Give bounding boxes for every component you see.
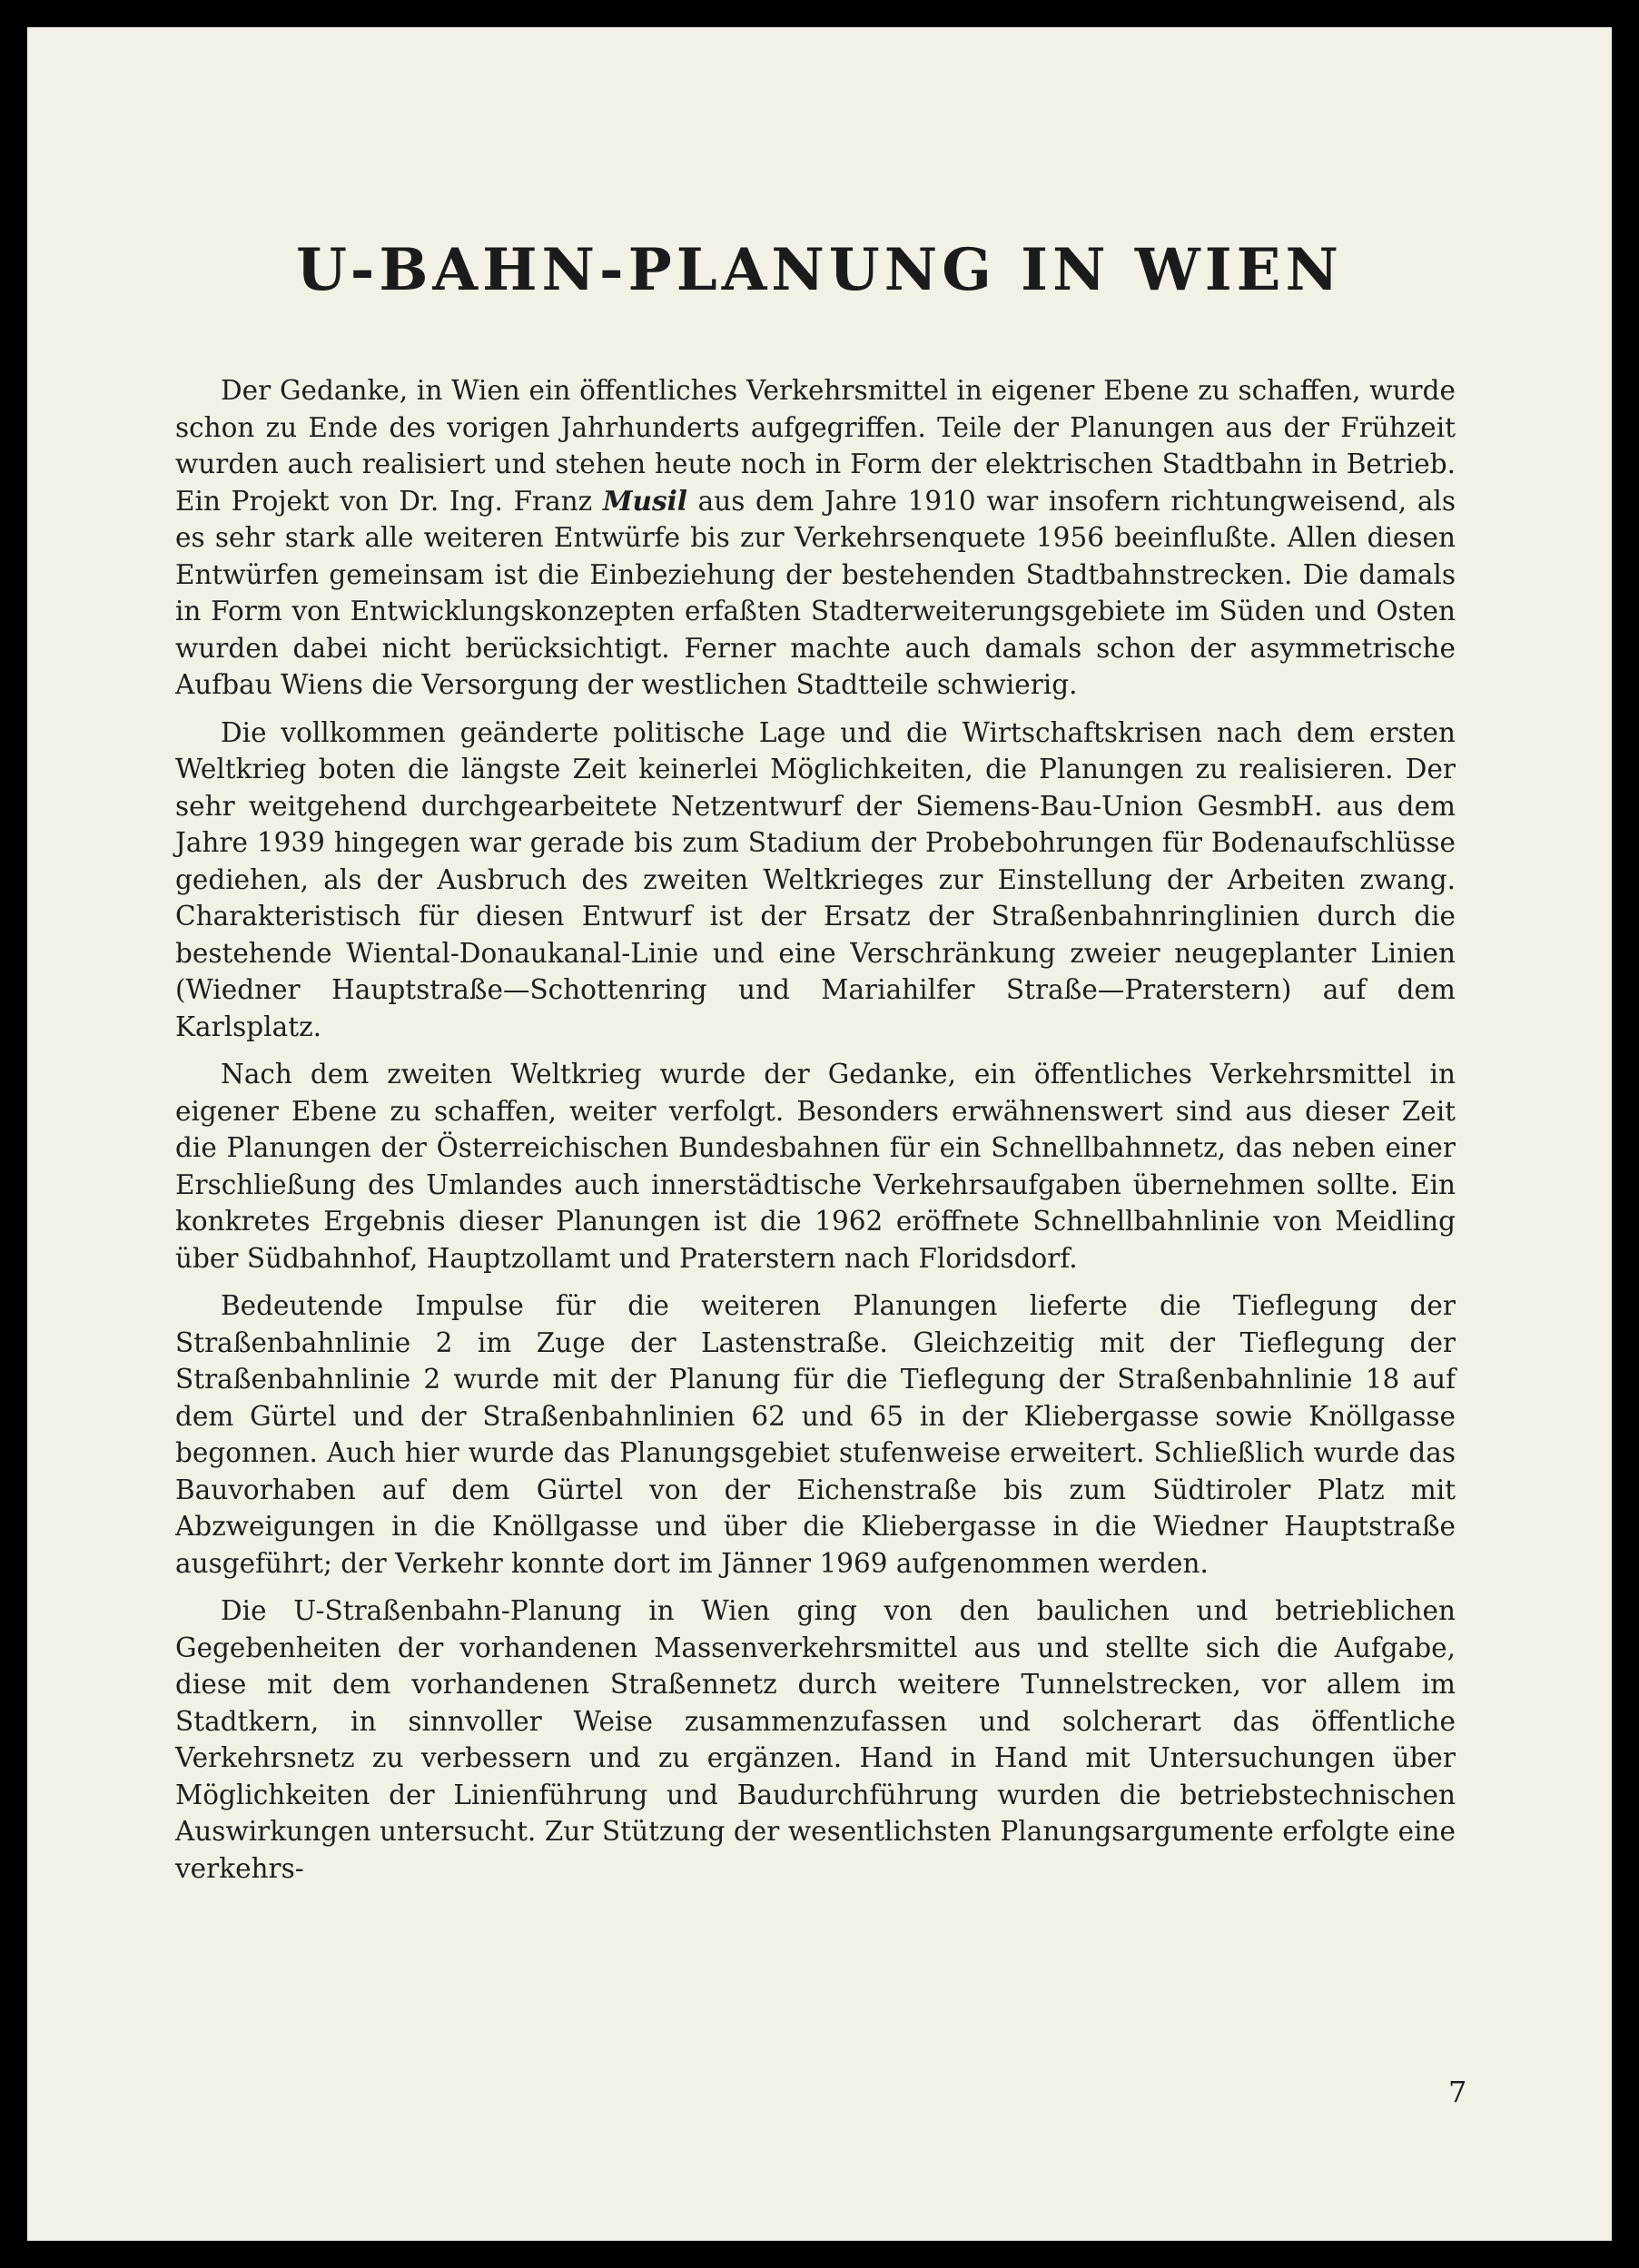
page-number: 7 (1448, 2075, 1467, 2109)
document-page (27, 27, 1612, 2241)
paragraph-5: Die U-Straßenbahn-Planung in Wien ging von den baulichen und betrieblichen Gegebenheiten der vorhandenen Massenverkehrsmittel aus und stellte sich die Aufgabe, diese mit dem vorhandenen Straßennetz durch weitere Tunnelstrecken, vor allem im Stadtkern, in sinnvoller Weise zusammenzufassen und solcherart das öffentliche Verkehrsnetz zu verbessern und zu ergänzen. Hand in Hand mit Untersuchungen über Möglichkeiten der Linienführung und Baudurchführung wurden die betriebstechnischen Auswirkungen untersucht. Zur Stützung der wesentlichsten Planungsargumente erfolgte eine verkehrs- (175, 1595, 1456, 1884)
author-name-musil: Musil (602, 484, 687, 517)
paragraph-2: Die vollkommen geänderte politische Lage und die Wirtschaftskrisen nach dem ersten Weltkrieg boten die längste Zeit keinerlei Möglichkeiten, die Planungen zu realisieren. Der sehr weitgehend durchgearbeitete Netzentwurf der Siemens-Bau-Union GesmbH. aus dem Jahre 1939 hingegen war gerade bis zum Stadium der Probebohrungen für Bodenaufschlüsse gediehen, als der Ausbruch des zweiten Weltkrieges zur Einstellung der Arbeiten zwang. Charakteristisch für diesen Entwurf ist der Ersatz der Straßenbahnringlinien durch die bestehende Wiental-Donaukanal-Linie und eine Verschränkung zweier neugeplanter Linien (Wiedner Hauptstraße—Schottenring und Mariahilfer Straße—Praterstern) auf dem Karlsplatz. (175, 716, 1456, 1042)
paragraph-1-part-b: aus dem Jahre 1910 war insofern richtungweisend, als es sehr stark alle weiteren Entwürfe bis zur Verkehrsenquete 1956 beeinflußte. Allen diesen Entwürfen gemeinsam ist die Einbeziehung der bestehenden Stadtbahnstrecken. Die damals in Form von Entwicklungskonzepten erfaßten Stadterweiterungsgebiete im Süden und Osten wurden dabei nicht berücksichtigt. Ferner machte auch damals schon der asymmetrische Aufbau Wiens die Versorgung der westlichen Stadtteile schwierig. (175, 485, 1456, 700)
paragraph-1-part-a: Der Gedanke, in Wien ein öffentliches Verkehrsmittel in eigener Ebene zu schaffen, wurde schon zu Ende des vorigen Jahrhunderts aufgegriffen. Teile der Planungen aus der Frühzeit wurden auch realisiert und stehen heute noch in Form der elektrischen Stadtbahn in Betrieb. Ein Projekt von Dr. Ing. Franz (175, 375, 1456, 517)
article-body (175, 372, 1456, 1898)
paragraph-1 (175, 372, 1456, 704)
page-title: U-BAHN-PLANUNG IN WIEN (296, 236, 1343, 304)
paragraph-3: Nach dem zweiten Weltkrieg wurde der Gedanke, ein öffentliches Verkehrsmittel in eigener Ebene zu schaffen, weiter verfolgt. Besonders erwähnenswert sind aus dieser Zeit die Planungen der Österreichischen Bundesbahnen für ein Schnellbahnnetz, das neben einer Erschließung des Umlandes auch innerstädtische Verkehrsaufgaben übernehmen sollte. Ein konkretes Ergebnis dieser Planungen ist die 1962 eröffnete Schnellbahnlinie von Meidling über Südbahnhof, Hauptzollamt und Praterstern nach Floridsdorf. (175, 1059, 1456, 1274)
paragraph-4: Bedeutende Impulse für die weiteren Planungen lieferte die Tieflegung der Straßenbahnlinie 2 im Zuge der Lastenstraße. Gleichzeitig mit der Tieflegung der Straßenbahnlinie 2 wurde mit der Planung für die Tieflegung der Straßenbahnlinie 18 auf dem Gürtel und der Straßenbahnlinien 62 und 65 in der Kliebergasse sowie Knöllgasse begonnen. Auch hier wurde das Planungsgebiet stufenweise erweitert. Schließlich wurde das Bauvorhaben auf dem Gürtel von der Eichenstraße bis zum Südtiroler Platz mit Abzweigungen in die Knöllgasse und über die Kliebergasse in die Wiedner Hauptstraße ausgeführt; der Verkehr konnte dort im Jänner 1969 aufgenommen werden. (175, 1290, 1456, 1579)
